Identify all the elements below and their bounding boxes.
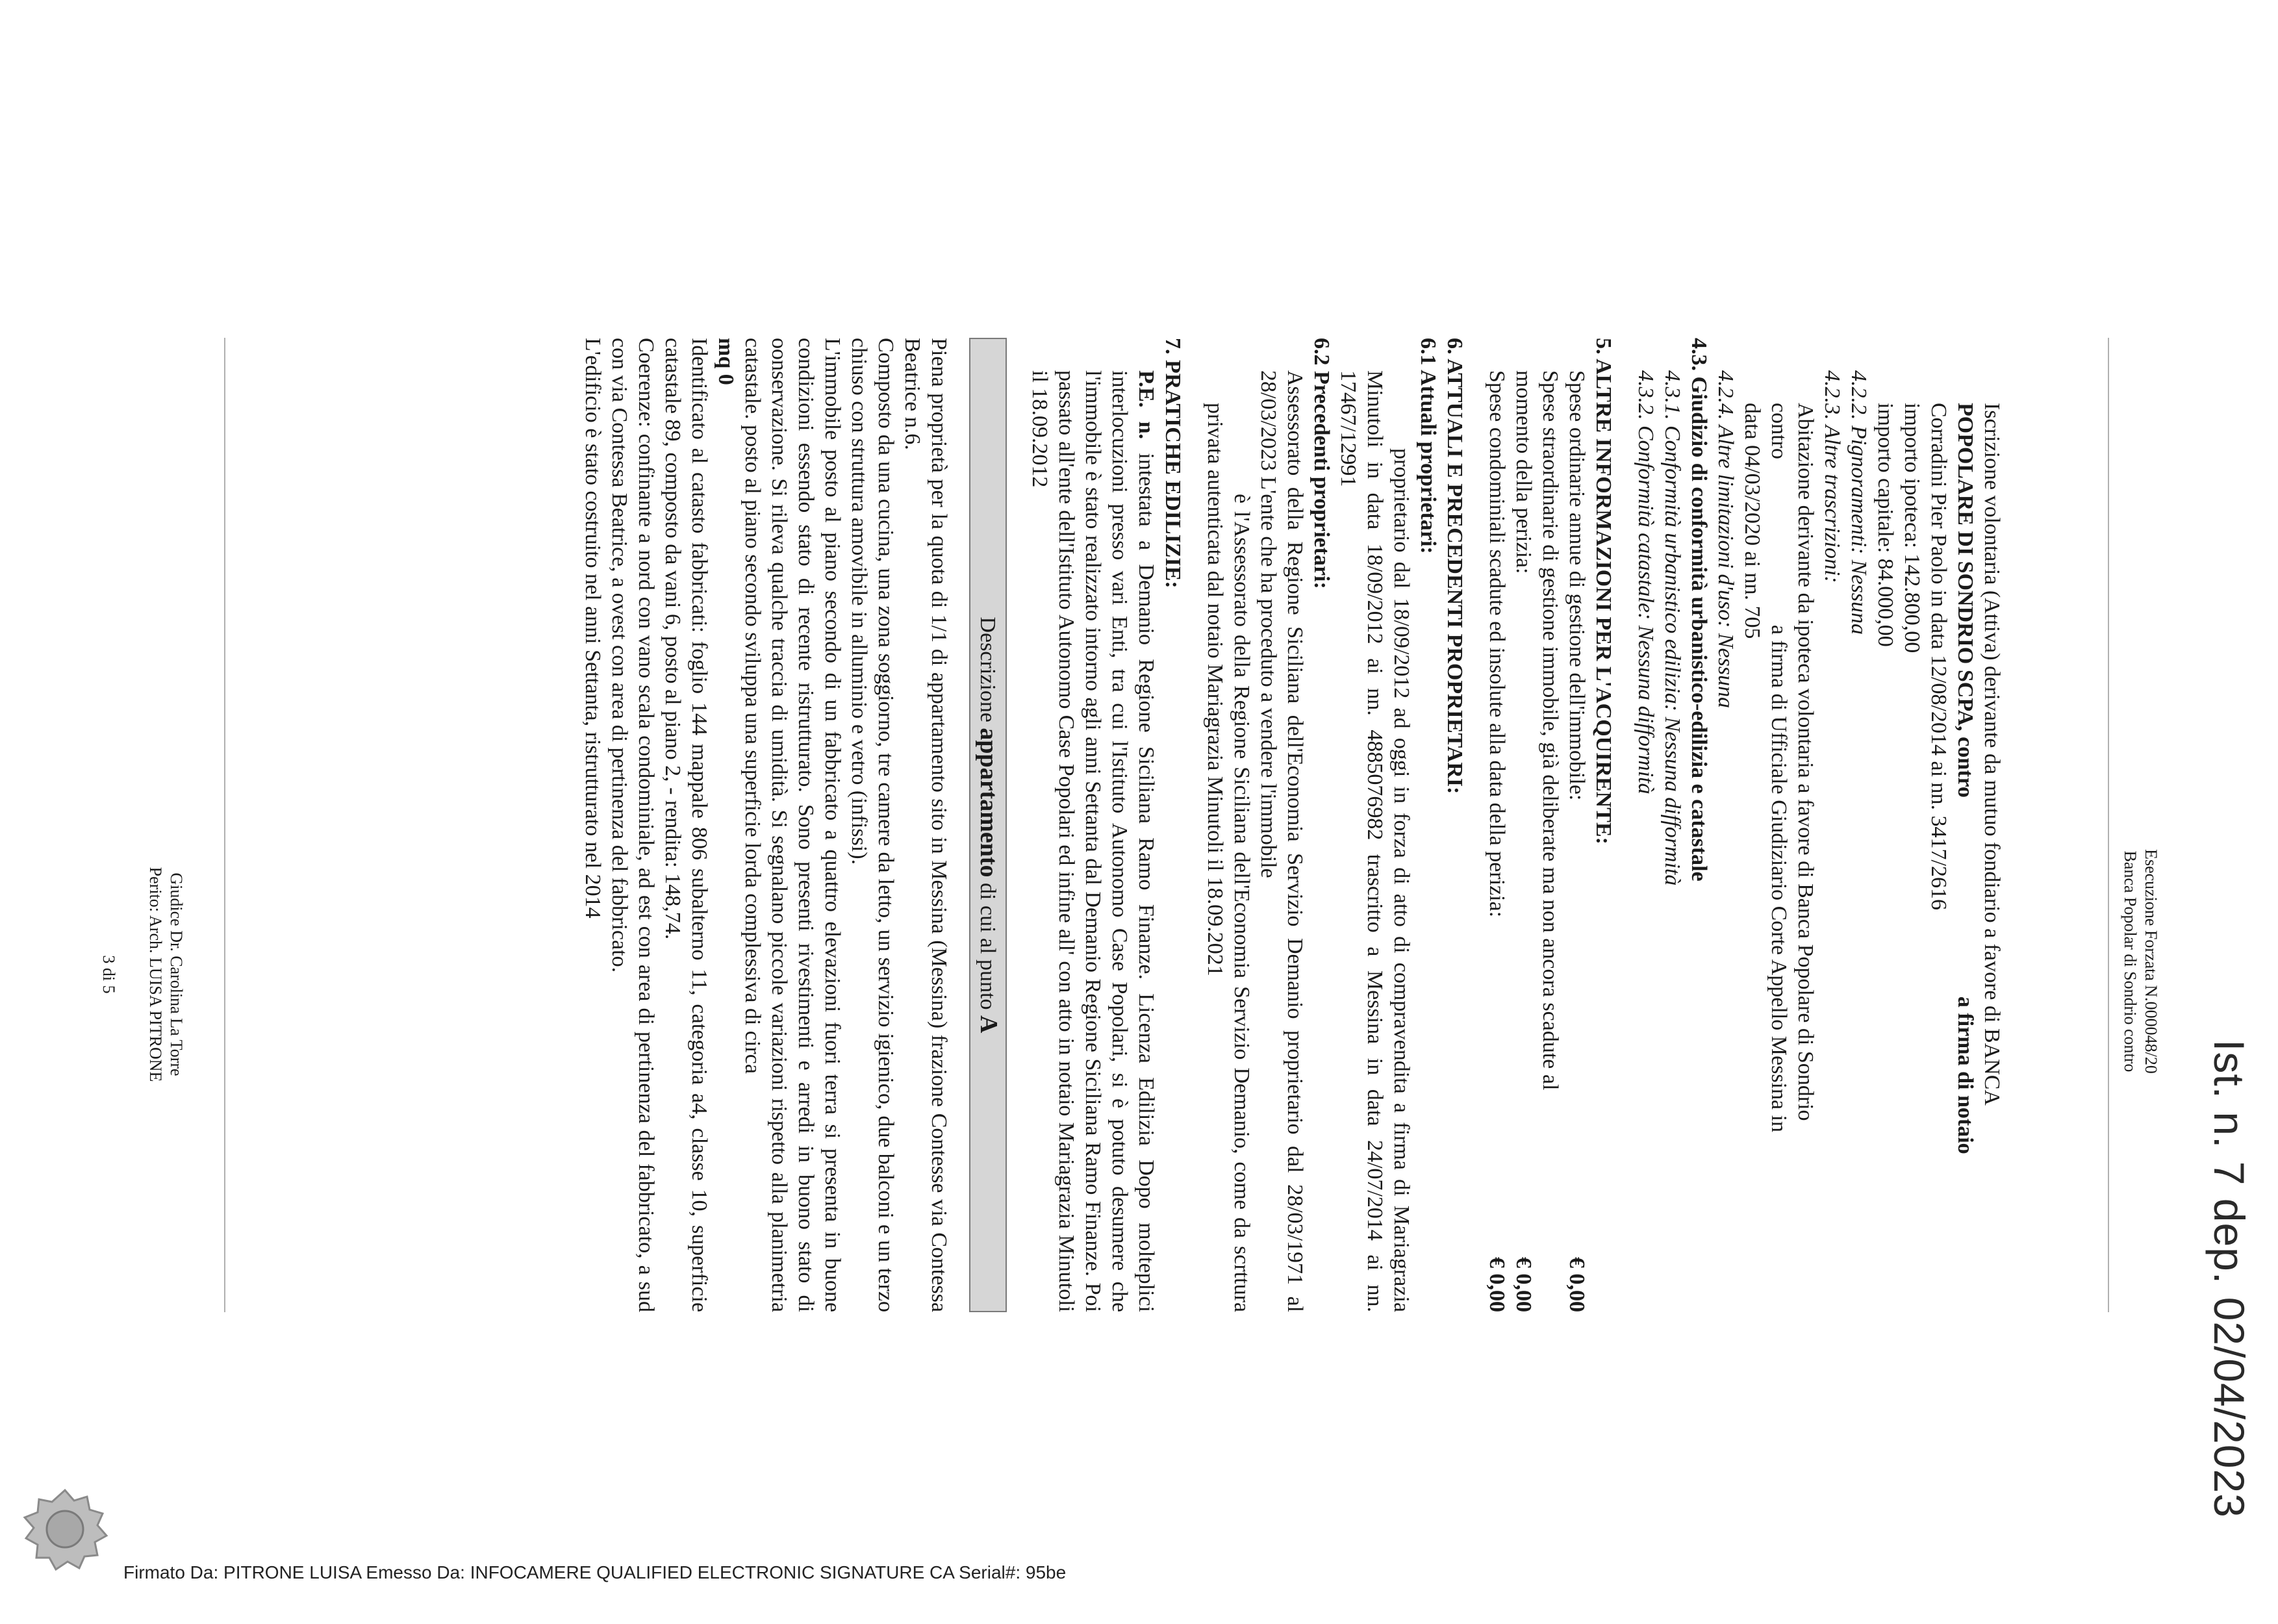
precedenti-proprietari-text-2: è l'Assessorato della Regione Siciliana dell'Economia Servizio Demanio, come da scrttura privata autenticata dal notaio Mariagrazia Minutoli il 18.09.2021 xyxy=(1203,403,1254,1312)
desc-letter: A xyxy=(975,1015,1002,1034)
section-5-title: 5. ALTRE INFORMAZIONI PER L'ACQUIRENTE: xyxy=(1591,338,1615,844)
composizione: Composto da una cucina, una zona soggiorno, tre camere da letto, un servizio igienico, due balconi e un terzo chiuso con struttura amovibile in alluminio e vetro (infissi). xyxy=(847,338,898,1312)
superficie-mq: mq 0 xyxy=(714,338,738,385)
importo-ipoteca: importo ipoteca: 142.800,00 xyxy=(1900,403,1924,653)
spese-straordinarie-row xyxy=(1510,338,1563,1312)
signature-seal-icon xyxy=(19,1488,110,1572)
page-footer xyxy=(98,650,186,1299)
descrizione-heading xyxy=(969,338,1007,1312)
conformita-urbanistica: 4.3.1. Conformità urbanistico edilizia: Nessuna difformità xyxy=(1660,370,1684,886)
spese-condominiali-label: Spese condominiali scadute ed insolute alla data della perizia: xyxy=(1485,370,1509,918)
page-number: 3 di 5 xyxy=(99,955,118,994)
abitazione-line-2: contro a firma di Ufficiale Giudiziario Corte Appello Messina in xyxy=(1767,403,1791,1133)
iscrizione-line-3: Corradini Pier Paolo in data 12/08/2014 ai nn. 3417/2616 xyxy=(1927,403,1951,910)
pignoramenti: 4.2.2. Pignoramenti: Nessuna xyxy=(1847,370,1871,635)
abitazione-line-3: data 04/03/2020 ai nn. 705 xyxy=(1740,403,1764,639)
piena-proprieta: Piena proprietà per la quota di 1/1 di appartamento sito in Messina (Messina) frazione Contesse via Contessa Beatrice n.6. xyxy=(900,338,951,1312)
spese-straordinarie-label: Spese straordinarie di gestione immobile, già deliberate ma non ancora scadute al momento della perizia: xyxy=(1512,370,1562,1091)
desc-type: appartamento xyxy=(975,728,1002,878)
attuali-proprietari-text: proprietario dal 18/09/2012 ad oggi in forza di atto di compravendita a firma di Mariagrazia Minutoli in data 18/09/2012 ai nn. 4885076982 trascritto a Messina in data 24/07/2014 ai nn. 17467/12991 xyxy=(1336,370,1413,1312)
conformita-catastale: 4.3.2. Conformità catastale: Nessuna difformità xyxy=(1634,370,1658,794)
pe-label: P.E. n. xyxy=(1134,370,1158,440)
deposit-stamp: Ist. n. 7 dep. 02/04/2023 xyxy=(2205,1039,2253,1518)
identificazione-catastale: Identificato al catasto fabbricati: foglio 144 mappale 806 subalterno 11, categoria a4, classe 10, superficie catastale 89, composto da vani 6, posto al piano 2, - rendita: 148,74. xyxy=(661,338,711,1312)
spese-condominiali-row xyxy=(1484,338,1510,1312)
iscrizione-line-1: Iscrizione volontaria (Attiva) derivante da mutuo fondiario a favore di BANCA xyxy=(1980,403,2004,1106)
section-6-2-title: 6.2 Precedenti proprietari: xyxy=(1310,338,1334,589)
footer-giudice: Giudice Dr. Carolina La Torre xyxy=(167,872,186,1076)
iscrizione-line-2: POPOLARE DI SONDRIO SCPA, contro a firma di notaio xyxy=(1953,403,1977,1154)
altre-limitazioni: 4.2.4. Altre limitazioni d'uso: Nessuna xyxy=(1714,370,1738,709)
spese-straordinarie-value: € 0,00 xyxy=(1512,1257,1536,1312)
header-rule xyxy=(2108,338,2109,1312)
abitazione-line-1: Abitazione derivante da ipoteca volontaria a favore di Banca Popolare di Sondrio xyxy=(1793,403,1817,1121)
coerenze: Coerenze: confinante a nord con vano scala condominiale, ad est con area di pertinenza del fabbricato, a sud con via Contessa Beatrice, a ovest con area di pertinenza del fabbricato. xyxy=(607,338,658,1312)
page-header xyxy=(2120,637,2161,1286)
pratica-edilizia xyxy=(1026,338,1159,1312)
section-7-title: 7. PRATICHE EDILIZIE: xyxy=(1161,338,1185,589)
desc-pre: Descrizione xyxy=(976,616,1000,722)
document-body xyxy=(579,338,2005,1312)
stato-immobile: L'immobile posto al piano secondo di un fabbricato a quattro elevazioni fuori terra si presenta in buone condizioni essendo stato di recente ristrutturato. Sono presenti rivestimenti e arredi in buono stato di oonservazione. Si rileva qualche traccia di umidità. Si segnalano piccole variazioni rispetto alla planimetria catastale. posto al piano secondo sviluppa una superficie lorda complessiva di circa xyxy=(740,338,844,1312)
header-parties: Banca Popolar di Sondrio contro xyxy=(2121,850,2140,1072)
footer-rule xyxy=(224,338,225,1312)
giudizio-conformita: 4.3. Giudizio di conformità urbanistico-edilizia e catastale xyxy=(1687,338,1711,882)
desc-mid: di cui al punto xyxy=(976,883,1000,1010)
precedenti-proprietari-text-1: Assessorato della Regione Siciliana dell'Economia Servizio Demanio proprietario dal 28/03/1971 al 28/03/2023 L'ente che ha proceduto a vendere l'immobile xyxy=(1256,370,1307,1312)
header-procedure: Esecuzione Forzata N.000048/20 xyxy=(2142,849,2160,1074)
spese-ordinarie-label: Spese ordinarie annue di gestione dell'immobile: xyxy=(1565,370,1589,801)
spese-ordinarie-row xyxy=(1563,338,1590,1312)
spese-condominiali-value: € 0,00 xyxy=(1485,1257,1509,1312)
digital-signature-line: Firmato Da: PITRONE LUISA Emesso Da: INFOCAMERE QUALIFIED ELECTRONIC SIGNATURE CA Serial#: 95be xyxy=(123,1562,1067,1582)
footer-perito: Perito: Arch. LUISA PITRONE xyxy=(146,867,165,1082)
importo-capitale: importo capitale: 84.000,00 xyxy=(1873,403,1897,647)
section-6-title: 6. ATTUALI E PRECEDENTI PROPRIETARI: xyxy=(1443,338,1467,794)
altre-trascrizioni: 4.2.3. Altre trascrizioni: xyxy=(1820,370,1844,583)
section-6-1-title: 6.1 Attuali proprietari: xyxy=(1416,338,1440,554)
anno-costruzione: L'edificio è stato costruito nel anni Settanta, ristrutturato nel 2014 xyxy=(581,338,605,919)
spese-ordinarie-value: € 0,00 xyxy=(1565,1257,1589,1312)
pe-text: intestata a Demanio Regione Siciliana Ramo Finanze. Licenza Edilizia Dopo molteplici interlocuzioni presso vari Enti, tra cui l'Istituto Autonomo Case Popolari, si è potuto desumere che l'immobile è stato realizzato intorno agli anni Settanta dal Demanio Regione Siciliana Ramo Finanze. Poi passato all'ente dell'Istituto Autonomo Case Popolari ed infine all' con atto in notaio Mariagrazia Minutoli il 18.09.2012 xyxy=(1028,370,1158,1312)
